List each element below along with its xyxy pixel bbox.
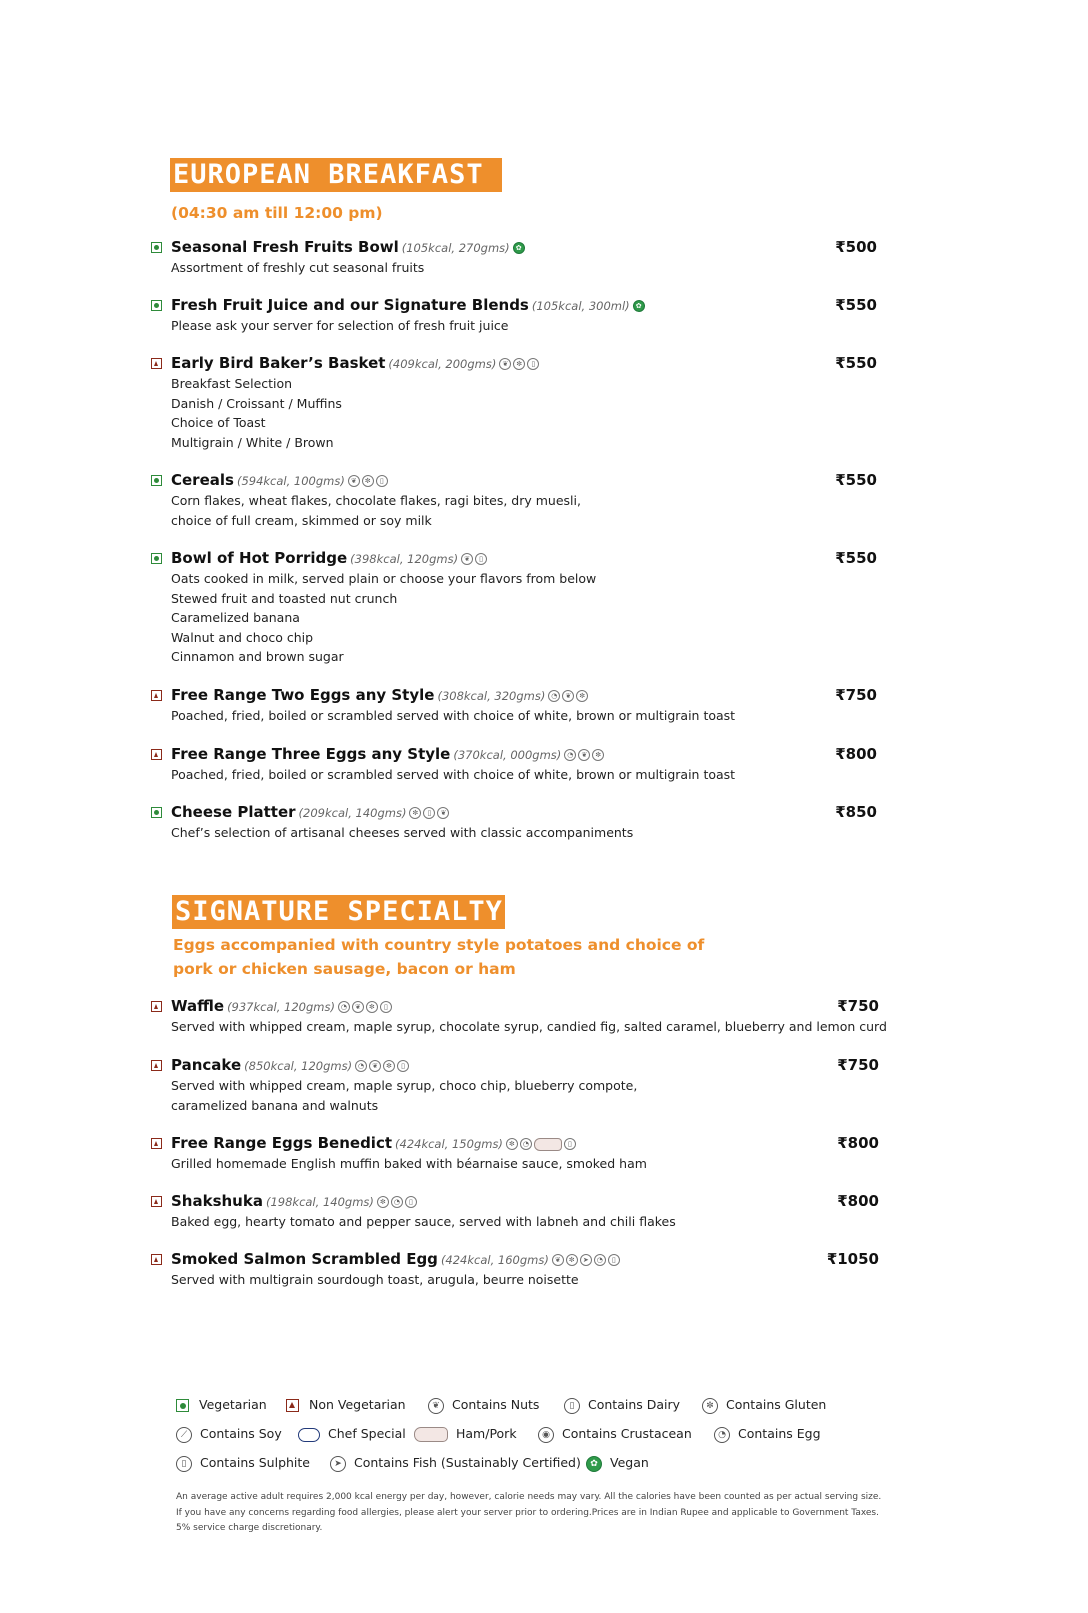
nonveg-mark-icon (151, 358, 162, 369)
item-name: Free Range Eggs Benedict (171, 1134, 393, 1152)
nuts-icon: ❦ (369, 1060, 381, 1072)
allergen-icons (548, 685, 590, 707)
item-price: ₹850 (835, 803, 877, 821)
dairy-icon: ▯ (608, 1254, 620, 1266)
egg-icon: ◔ (548, 690, 560, 702)
item-header (171, 352, 541, 375)
dairy-icon: ▯ (376, 475, 388, 487)
egg-icon: ◔ (594, 1254, 606, 1266)
gluten-icon: ✼ (513, 358, 525, 370)
item-name: Cheese Platter (171, 803, 296, 821)
fish-icon: ➤ (330, 1456, 346, 1472)
gluten-icon: ✼ (592, 749, 604, 761)
gluten-icon: ✼ (576, 690, 588, 702)
dairy-icon: ▯ (405, 1196, 417, 1208)
legend-label: Contains Crustacean (562, 1426, 692, 1441)
fish-icon: ➤ (580, 1254, 592, 1266)
description-line: Cinnamon and brown sugar (171, 649, 344, 665)
gluten-icon: ✼ (362, 475, 374, 487)
item-price: ₹550 (835, 471, 877, 489)
legend-egg (714, 1424, 821, 1444)
description-line: choice of full cream, skimmed or soy milk (171, 512, 432, 528)
item-description (171, 258, 424, 278)
allergen-icons (409, 802, 451, 824)
item-description (171, 1212, 676, 1232)
item-price: ₹550 (835, 354, 877, 372)
legend-label: Contains Sulphite (200, 1455, 310, 1470)
item-price: ₹800 (837, 1192, 879, 1210)
sulphite-icon: ▯ (176, 1456, 192, 1472)
item-header (171, 1190, 419, 1213)
vegan-icon: ✿ (513, 242, 525, 254)
legend-label: Non Vegetarian (309, 1397, 406, 1412)
item-description (171, 316, 509, 336)
allergen-icons (499, 353, 541, 375)
dairy-icon: ▯ (564, 1138, 576, 1150)
crustacean-icon: ◉ (538, 1427, 554, 1443)
nuts-icon: ❦ (578, 749, 590, 761)
item-name: Early Bird Baker’s Basket (171, 354, 386, 372)
pork-icon (534, 1138, 562, 1151)
description-line: Served with multigrain sourdough toast, arugula, beurre noisette (171, 1272, 579, 1287)
egg-icon: ◔ (714, 1427, 730, 1443)
nuts-icon: ❦ (562, 690, 574, 702)
footnote (176, 1490, 916, 1537)
item-nutrition: (937kcal, 120gms) (227, 1000, 335, 1014)
nonveg-mark-icon (151, 1060, 162, 1071)
item-name: Seasonal Fresh Fruits Bowl (171, 238, 399, 256)
section-banner-european-breakfast: EUROPEAN BREAKFAST (170, 158, 502, 192)
item-description (171, 1154, 647, 1174)
allergen-icons (461, 548, 489, 570)
item-nutrition: (409kcal, 200gms) (388, 357, 497, 371)
description-line: Multigrain / White / Brown (171, 434, 334, 450)
description-line: caramelized banana and walnuts (171, 1097, 379, 1113)
item-description (171, 706, 735, 726)
item-header (171, 1132, 578, 1155)
item-header (171, 469, 390, 492)
legend-soy (176, 1424, 282, 1444)
item-nutrition: (398kcal, 120gms) (350, 552, 459, 566)
legend-non-vegetarian (286, 1395, 406, 1415)
nonveg-mark-icon (151, 690, 162, 701)
dairy-icon: ▯ (475, 553, 487, 565)
item-description (171, 491, 581, 530)
item-nutrition: (424kcal, 150gms) (395, 1137, 503, 1151)
gluten-icon: ✼ (366, 1001, 378, 1013)
item-description (171, 374, 342, 452)
description-line: Baked egg, hearty tomato and pepper sauce, served with labneh and chili flakes (171, 1214, 676, 1229)
legend-vegan (586, 1453, 649, 1473)
item-price: ₹750 (837, 997, 879, 1015)
item-nutrition: (209kcal, 140gms) (298, 806, 407, 820)
nuts-icon: ❦ (499, 358, 511, 370)
item-price: ₹550 (835, 549, 877, 567)
nonveg-mark-icon (151, 1196, 162, 1207)
allergen-icons (564, 744, 606, 766)
description-line: Choice of Toast (171, 415, 266, 431)
item-header (171, 1248, 622, 1271)
gluten-icon: ✼ (409, 807, 421, 819)
gluten-icon: ✼ (506, 1138, 518, 1150)
item-description (171, 1076, 637, 1115)
item-nutrition: (105kcal, 270gms) (401, 241, 510, 255)
dairy-icon: ▯ (564, 1398, 580, 1414)
egg-icon: ◔ (520, 1138, 532, 1150)
egg-icon: ◔ (391, 1196, 403, 1208)
legend-gluten (702, 1395, 826, 1415)
legend-crustacean (538, 1424, 692, 1444)
item-name: Shakshuka (171, 1192, 263, 1210)
item-header (171, 547, 489, 570)
section-subtitle-signature: Eggs accompanied with country style potatoes and choice of pork or chicken sausage, bacon or ham (173, 936, 705, 978)
soy-icon: ⟋ (176, 1427, 192, 1443)
item-nutrition: (594kcal, 100gms) (236, 474, 345, 488)
footnote-line: 5% service charge discretionary. (176, 1523, 323, 1534)
nonveg-mark-icon (151, 1001, 162, 1012)
nonveg-mark-icon (151, 1138, 162, 1149)
item-name: Pancake (171, 1056, 242, 1074)
nuts-icon: ❦ (437, 807, 449, 819)
vegan-icon: ✿ (633, 300, 645, 312)
allergen-icons (338, 996, 394, 1018)
chef-hat-icon (298, 1428, 320, 1442)
egg-icon: ◔ (338, 1001, 350, 1013)
veg-mark-icon (151, 807, 162, 818)
allergen-icons (377, 1191, 419, 1213)
item-nutrition: (370kcal, 000gms) (453, 748, 562, 762)
item-price: ₹1050 (826, 1250, 879, 1268)
description-line: Poached, fried, boiled or scrambled served with choice of white, brown or multigrain toast (171, 708, 736, 723)
description-line: Poached, fried, boiled or scrambled served with choice of white, brown or multigrain toast (171, 767, 736, 782)
item-header (171, 801, 451, 824)
legend-label: Contains Dairy (588, 1397, 681, 1412)
nuts-icon: ❦ (352, 1001, 364, 1013)
description-line: Served with whipped cream, maple syrup, choco chip, blueberry compote, (171, 1078, 638, 1093)
item-price: ₹500 (835, 238, 877, 256)
nuts-icon: ❦ (461, 553, 473, 565)
legend-label: Vegan (610, 1455, 649, 1470)
item-description (171, 765, 735, 785)
description-line: Walnut and choco chip (171, 629, 314, 645)
legend-sulphite (176, 1453, 310, 1473)
description-line: Served with whipped cream, maple syrup, chocolate syrup, candied fig, salted caramel, blueberry and lemon curd (171, 1019, 887, 1034)
item-name: Smoked Salmon Scrambled Egg (171, 1250, 438, 1268)
veg-mark-icon (151, 300, 162, 311)
description-line: Grilled homemade English muffin baked with béarnaise sauce, smoked ham (171, 1156, 647, 1171)
description-line: Breakfast Selection (171, 376, 293, 391)
legend-label: Contains Gluten (726, 1397, 827, 1412)
description-line: Caramelized banana (171, 610, 300, 626)
legend-chef-special (298, 1424, 406, 1444)
legend-fish (330, 1453, 581, 1473)
dairy-icon: ▯ (527, 358, 539, 370)
description-line: Assortment of freshly cut seasonal fruits (171, 260, 425, 275)
item-header (171, 1054, 411, 1077)
gluten-icon: ✼ (566, 1254, 578, 1266)
item-name: Waffle (171, 997, 225, 1015)
dairy-icon: ▯ (423, 807, 435, 819)
dairy-icon: ▯ (397, 1060, 409, 1072)
description-line: Please ask your server for selection of fresh fruit juice (171, 318, 509, 333)
pork-icon (414, 1427, 448, 1442)
section-subtitle-hours: (04:30 am till 12:00 pm) (171, 204, 383, 222)
legend-label: Contains Fish (Sustainably Certified) (354, 1455, 581, 1470)
legend-label: Contains Egg (738, 1426, 821, 1441)
legend-label: Vegetarian (199, 1397, 267, 1412)
nuts-icon: ❦ (348, 475, 360, 487)
vegan-icon: ✿ (586, 1456, 602, 1472)
item-nutrition: (850kcal, 120gms) (244, 1059, 353, 1073)
nonveg-mark-icon (151, 1254, 162, 1265)
item-description (171, 823, 633, 843)
item-header (171, 684, 590, 707)
item-name: Bowl of Hot Porridge (171, 549, 348, 567)
egg-icon: ◔ (564, 749, 576, 761)
item-header (171, 743, 606, 766)
legend-label: Contains Nuts (452, 1397, 540, 1412)
nuts-icon: ❦ (428, 1398, 444, 1414)
legend-pork (414, 1424, 517, 1444)
legend-label: Chef Special (328, 1426, 406, 1441)
allergen-icons (633, 295, 647, 317)
allergen-icons (552, 1249, 622, 1271)
item-price: ₹800 (835, 745, 877, 763)
item-header (171, 995, 394, 1018)
section-banner-signature-specialty: SIGNATURE SPECIALTY (172, 895, 505, 929)
allergen-icons (513, 237, 527, 259)
item-description (171, 1270, 579, 1290)
item-price: ₹750 (837, 1056, 879, 1074)
footnote-line: An average active adult requires 2,000 kcal energy per day, however, calorie needs may vary. All the calories have been counted as per actual serving size. (176, 1492, 882, 1502)
description-line: Corn flakes, wheat flakes, chocolate flakes, ragi bites, dry muesli, (171, 493, 581, 508)
footnote-line: If you have any concerns regarding food allergies, please alert your server prior to ordering.Prices are in Indian Rupee and applicable to Government Taxes. (176, 1507, 879, 1518)
description-line: Oats cooked in milk, served plain or choose your flavors from below (171, 571, 597, 586)
nuts-icon: ❦ (552, 1254, 564, 1266)
item-name: Cereals (171, 471, 234, 489)
allergen-icons (355, 1055, 411, 1077)
item-name: Free Range Two Eggs any Style (171, 686, 435, 704)
legend-dairy (564, 1395, 680, 1415)
description-line: Chef’s selection of artisanal cheeses served with classic accompaniments (171, 825, 634, 840)
nonveg-mark-icon (286, 1399, 299, 1412)
item-nutrition: (105kcal, 300ml) (531, 299, 630, 313)
item-description (171, 569, 596, 667)
veg-mark-icon (151, 475, 162, 486)
description-line: Stewed fruit and toasted nut crunch (171, 590, 398, 606)
description-line: Danish / Croissant / Muffins (171, 395, 342, 411)
item-price: ₹800 (837, 1134, 879, 1152)
item-nutrition: (198kcal, 140gms) (265, 1195, 374, 1209)
legend-nuts (428, 1395, 539, 1415)
item-name: Fresh Fruit Juice and our Signature Blends (171, 296, 529, 314)
legend-vegetarian (176, 1395, 267, 1415)
legend-label: Ham/Pork (456, 1426, 517, 1441)
item-nutrition: (308kcal, 320gms) (437, 689, 546, 703)
nonveg-mark-icon (151, 749, 162, 760)
egg-icon: ◔ (355, 1060, 367, 1072)
veg-mark-icon (151, 553, 162, 564)
allergen-icons (506, 1133, 578, 1155)
dairy-icon: ▯ (380, 1001, 392, 1013)
item-price: ₹750 (835, 686, 877, 704)
item-description (171, 1017, 887, 1037)
veg-mark-icon (151, 242, 162, 253)
item-header (171, 294, 647, 317)
item-price: ₹550 (835, 296, 877, 314)
item-nutrition: (424kcal, 160gms) (440, 1253, 549, 1267)
allergen-icons (348, 470, 390, 492)
gluten-icon: ✼ (377, 1196, 389, 1208)
legend-label: Contains Soy (200, 1426, 282, 1441)
item-header (171, 236, 527, 259)
gluten-icon: ✼ (702, 1398, 718, 1414)
item-name: Free Range Three Eggs any Style (171, 745, 451, 763)
gluten-icon: ✼ (383, 1060, 395, 1072)
veg-mark-icon (176, 1399, 189, 1412)
